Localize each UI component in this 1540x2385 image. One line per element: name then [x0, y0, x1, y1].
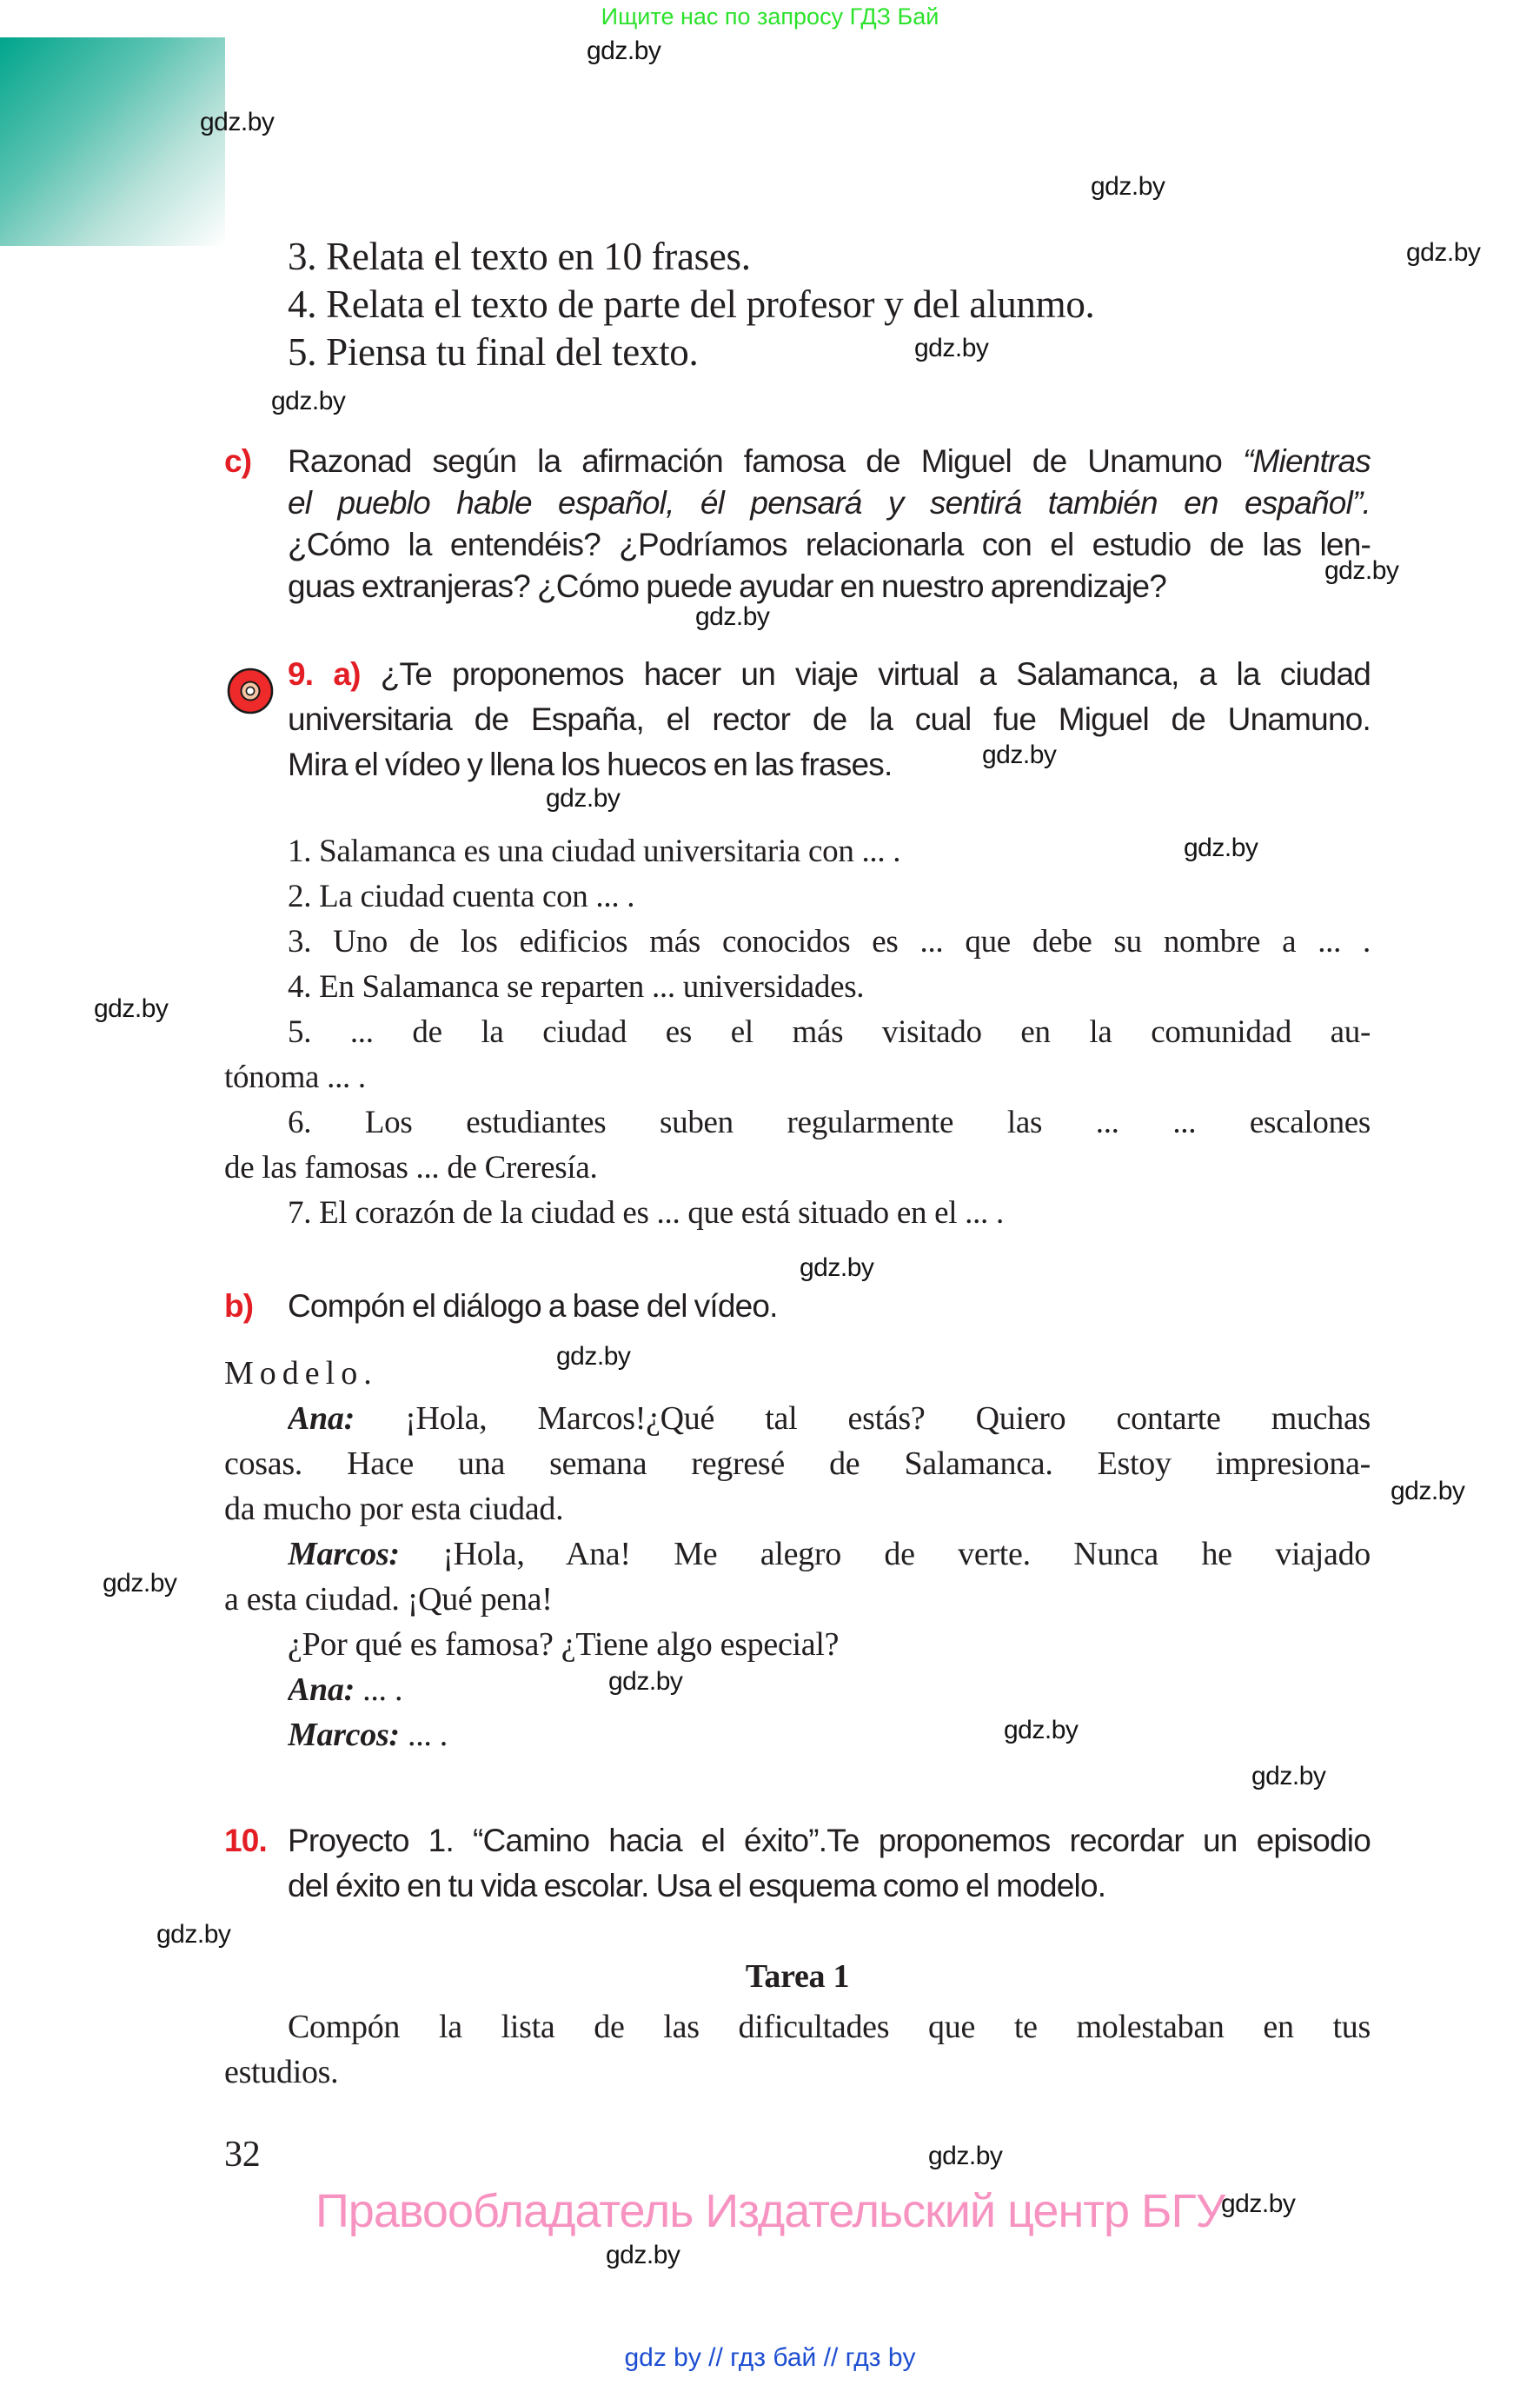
gdz-watermark: gdz.by	[1221, 2189, 1296, 2218]
video-blank-item-7: 7. El corazón de la ciudad es ... que está situado en el ... .	[288, 1195, 1004, 1231]
video-blank-item-6: 6. Los estudiantes suben regularmente las ... ... escalones	[288, 1105, 1371, 1140]
exercise10-line-1: Proyecto 1. “Camino hacia el éxito”.Te proponemos recordar un episodio	[288, 1823, 1371, 1858]
section-c-line-3: ¿Cómo la entendéis? ¿Podríamos relacionarla con el estudio de las len-	[288, 527, 1371, 562]
dialog-question-line: ¿Por qué es famosa? ¿Tiene algo especial?	[288, 1626, 840, 1663]
speaker-name-marcos: Marcos:	[288, 1536, 400, 1572]
dialog-ana-line-1	[288, 1396, 1371, 1441]
section-b-label: b)	[224, 1288, 254, 1324]
gdz-watermark: gdz.by	[103, 1569, 177, 1598]
exercise10-label: 10.	[224, 1823, 268, 1858]
gdz-watermark: gdz.by	[606, 2241, 680, 2269]
gdz-watermark: gdz.by	[1406, 238, 1481, 267]
video-blank-item-1: 1. Salamanca es una ciudad universitaria con ... .	[288, 834, 901, 869]
gdz-watermark: gdz.by	[608, 1667, 683, 1696]
dialog-marcos-dots-line	[288, 1712, 448, 1757]
page-number: 32	[224, 2135, 261, 2175]
tarea-line-2: estudios.	[224, 2054, 339, 2090]
video-blank-item-5-cont: tónoma ... .	[224, 1060, 366, 1095]
dialog-marcos-line-1	[288, 1531, 1371, 1577]
gdz-watermark: gdz.by	[271, 387, 346, 415]
gdz-watermark: gdz.by	[556, 1342, 631, 1371]
promo-banner-text: Ищите нас по запросу ГДЗ Бай	[601, 3, 939, 30]
section-c-line-1	[288, 441, 1371, 482]
publisher-credit: Правообладатель Издательский центр БГУ	[315, 2185, 1225, 2237]
section-c-line-2: el pueblo hable español, él pensará y sentirá también en español”.	[288, 485, 1371, 521]
modelo-heading: Modelo.	[224, 1355, 378, 1392]
dialog-ana-line-3: da mucho por esta ciudad.	[224, 1491, 564, 1527]
gdz-watermark: gdz.by	[695, 602, 770, 631]
gdz-watermark: gdz.by	[587, 37, 661, 65]
dialog-marcos-dots: ... .	[408, 1717, 448, 1753]
video-blank-item-5: 5. ... de la ciudad es el más visitado en la comunidad au-	[288, 1014, 1371, 1050]
gdz-watermark: gdz.by	[1251, 1762, 1326, 1790]
gdz-watermark: gdz.by	[982, 741, 1057, 769]
gdz-watermark: gdz.by	[914, 334, 989, 362]
dialog-ana-line-2: cosas. Hace una semana regresé de Salamanca. Estoy impresiona-	[224, 1445, 1371, 1482]
dialog-ana-text-1: ¡Hola, Marcos!¿Qué tal estás? Quiero contarte muchas	[405, 1400, 1371, 1437]
speaker-name-ana: Ana:	[288, 1671, 355, 1708]
speaker-name-ana: Ana:	[288, 1400, 355, 1437]
section-c-line-1-italic: “Mientras	[1243, 443, 1371, 479]
tarea-line-1: Compón la lista de las dificultades que te molestaban en tus	[288, 2009, 1371, 2045]
gdz-watermark: gdz.by	[200, 108, 275, 136]
gdz-watermark: gdz.by	[1004, 1716, 1079, 1744]
section-b-text: Compón el diálogo a base del vídeo.	[288, 1288, 778, 1324]
exercise9-label: 9. a)	[288, 656, 361, 692]
exercise9-line-2: universitaria de España, el rector de la cual fue Miguel de Unamuno.	[288, 701, 1371, 737]
gdz-watermark: gdz.by	[1324, 556, 1399, 585]
section-c-line-4: guas extranjeras? ¿Cómo puede ayudar en nuestro aprendizaje?	[288, 568, 1167, 604]
gdz-watermark: gdz.by	[800, 1253, 874, 1282]
dialog-ana-dots-line	[288, 1667, 402, 1712]
exercise8-item-3: 3. Relata el texto en 10 frases.	[288, 235, 751, 278]
video-blank-item-6-cont: de las famosas ... de Creresía.	[224, 1150, 598, 1186]
gdz-watermark: gdz.by	[156, 1920, 231, 1949]
exercise10-line-2: del éxito en tu vida escolar. Usa el esquema como el modelo.	[288, 1868, 1106, 1903]
exercise9-line-1-text: ¿Te proponemos hacer un viaje virtual a Salamanca, a la ciudad	[380, 656, 1371, 692]
speaker-name-marcos: Marcos:	[288, 1717, 400, 1753]
exercise9-line-3: Mira el vídeo y llena los huecos en las frases.	[288, 747, 893, 782]
gdz-watermark: gdz.by	[1391, 1477, 1465, 1505]
footer-links[interactable]: gdz by // гдз бай // гдз by	[624, 2343, 916, 2372]
gdz-watermark: gdz.by	[1184, 834, 1258, 862]
gdz-watermark: gdz.by	[928, 2142, 1003, 2170]
gdz-watermark: gdz.by	[546, 784, 621, 813]
dialog-marcos-text-1: ¡Hola, Ana! Me alegro de verte. Nunca he viajado	[442, 1536, 1371, 1572]
video-blank-item-2: 2. La ciudad cuenta con ... .	[288, 879, 635, 914]
video-blank-item-4: 4. En Salamanca se reparten ... universidades.	[288, 969, 865, 1005]
section-c-line-1-regular: Razonad según la afirmación famosa de Miguel de Unamuno	[288, 443, 1243, 479]
dialog-ana-dots: ... .	[362, 1671, 403, 1708]
exercise8-item-5: 5. Piensa tu final del texto.	[288, 330, 699, 374]
cd-icon	[227, 668, 274, 714]
exercise8-item-4: 4. Relata el texto de parte del profesor y del alunmo.	[288, 282, 1095, 326]
tarea-title: Tarea 1	[745, 1958, 850, 1995]
section-c-label: c)	[224, 443, 252, 479]
gdz-watermark: gdz.by	[94, 994, 169, 1023]
corner-gradient-decoration	[0, 37, 225, 246]
video-blank-item-3: 3. Uno de los edificios más conocidos es ... que debe su nombre a ... .	[288, 924, 1371, 960]
dialog-marcos-line-2: a esta ciudad. ¡Qué pena!	[224, 1581, 553, 1618]
exercise9-line-1	[288, 652, 1371, 697]
gdz-watermark: gdz.by	[1091, 172, 1165, 201]
